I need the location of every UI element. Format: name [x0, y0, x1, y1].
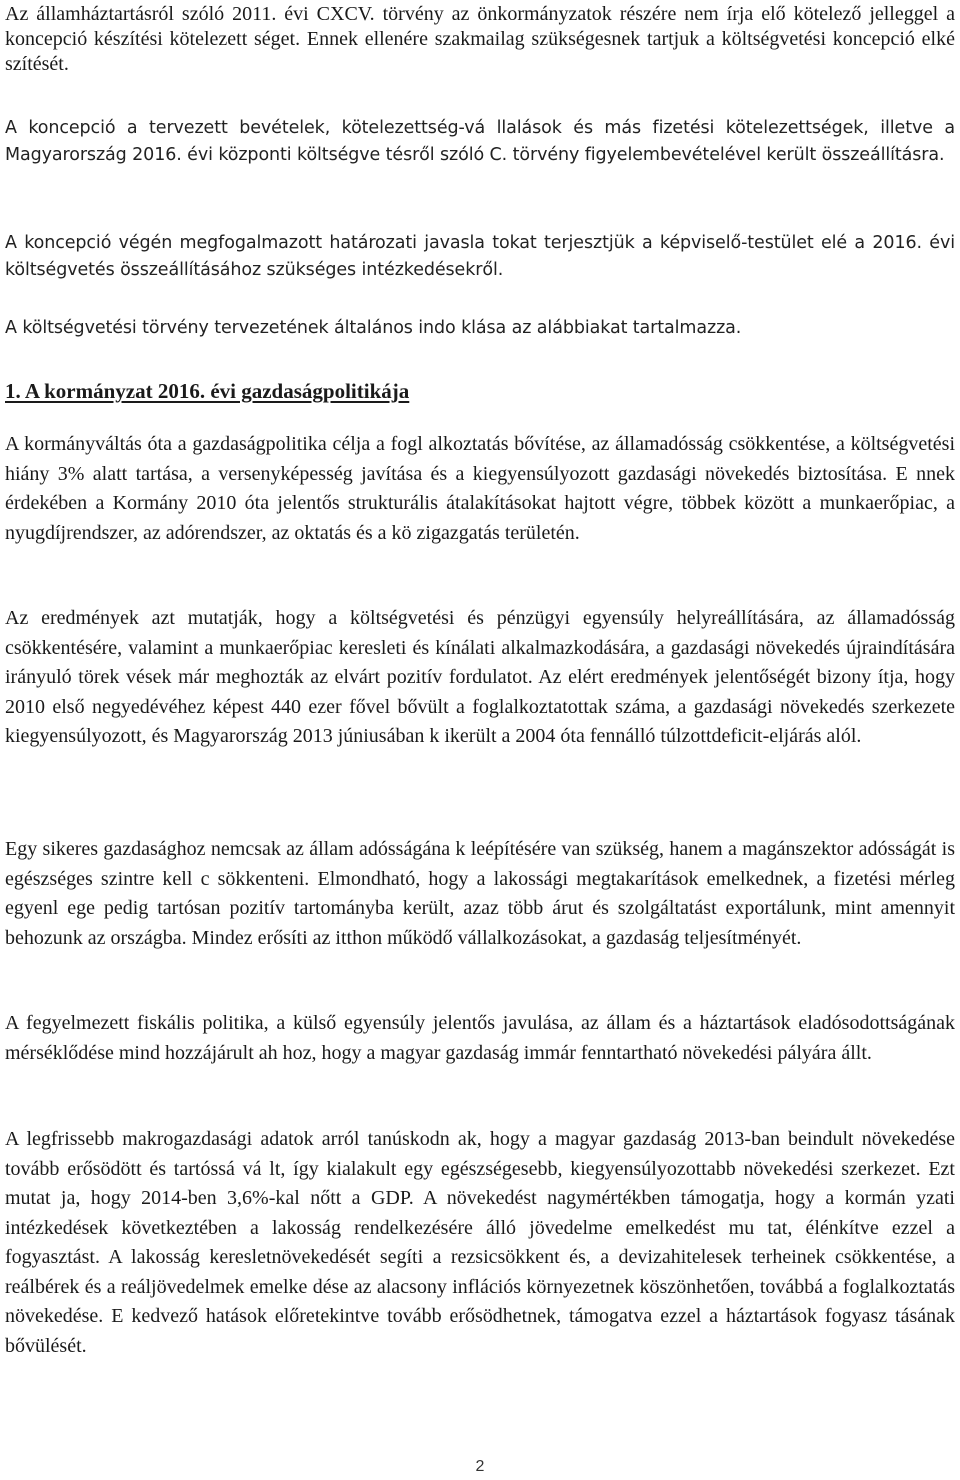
section-paragraph-3: Egy sikeres gazdasághoz nemcsak az állam adósságána k leépítésére van szükség, hanem a magánszektor adósságát is egészséges szintre kell c sökkenteni. Elmondható, hogy a lakossági megtakarítások emelkednek, a fizetési mérleg egyenl ege pedig tartósan pozitív tartományba került, azaz több árut és szolgáltatást exportálunk, mint amennyit behozunk az országba. Mindez erősíti az itthon működő vállalkozásokat, a gazdaság teljesítményét. — [5, 838, 955, 949]
intro-paragraph-1: Az államháztartásról szóló 2011. évi CXCV. törvény az önkormányzatok részére nem írja elő kötelező jelleggel a koncepció készítési kötelezett séget. Ennek ellenére szakmailag szükségesnek tartjuk a költségvetési koncepció elké szítését. — [5, 3, 955, 75]
section-paragraph-5: A legfrissebb makrogazdasági adatok arról tanúskodn ak, hogy a magyar gazdaság 2013-ban beindult növekedése tovább erősödött és tartóssá vá lt, így kialakult egy egészségesebb, kiegyensúlyozottabb növekedési szerkezet. Ezt mutat ja, hogy 2014-ben 3,6%-kal nőtt a GDP. A növekedést nagymértékben támogatja, hogy a kormán yzati intézkedések következtében a lakosság rendelkezésére álló jövedelme emelkedést mu tat, élénkítve ezzel a fogyasztást. A lakosság keresletnövekedését segíti a rezsicsökkent és, a devizahitelesek terheinek csökkentése, a reálbérek és a reáljövedelmek emelke dése az alacsony inflációs környezetnek köszönhetően, továbbá a foglalkoztatás növekedése. E kedvező hatások előretekintve tovább erősödhetnek, támogatva ezzel a háztartások fogyasz tásának bővülését. — [5, 1128, 955, 1357]
section-heading — [5, 378, 955, 404]
intro-paragraph-2: A koncepció a tervezett bevételek, kötelezettség-vá llalások és más fizetési kötelezettségek, illetve a Magyarország 2016. évi központi költségve tésről szóló C. törvény figyelembevételével került összeállításra. — [5, 118, 955, 165]
intro-paragraph-4: A költségvetési törvény tervezetének általános indo klása az alábbiakat tartalmazza. — [5, 318, 742, 338]
document-page — [5, 0, 955, 1480]
section-paragraph-1: A kormányváltás óta a gazdaságpolitika célja a fogl alkoztatás bővítése, az államadósság csökkentése, a költségvetési hiány 3% alatt tartása, a versenyképesség javítása és a kiegyensúlyozott gazdasági növekedés biztosítása. E nnek érdekében a Kormány 2010 óta jelentős strukturális átalakításokat hajtott végre, többek között a munkaerőpiac, a nyugdíjrendszer, az adórendszer, az oktatás és a kö zigazgatás területén. — [5, 433, 955, 544]
section-paragraph-2: Az eredmények azt mutatják, hogy a költségvetési és pénzügyi egyensúly helyreállítására, az államadósság csökkentésére, valamint a munkaerőpiac keresleti és kínálati alkalmazkodására, a gazdasági növekedés újraindítására irányuló törek vések már meghozták az elvárt pozitív fordulatot. Az elért eredmények jelentőségét bizony ítja, hogy 2010 első negyedévéhez képest 440 ezer fővel bővült a foglalkoztatottak száma, a gazdasági növekedés szerkezete kiegyensúlyozott, és Magyarország 2013 júniusában k ikerült a 2004 óta fennálló túlzottdeficit-eljárás alól. — [5, 607, 955, 747]
intro-paragraph-3: A koncepció végén megfogalmazott határozati javasla tokat terjesztjük a képviselő-testület elé a 2016. évi költségvetés összeállításához szükséges intézkedésekről. — [5, 233, 955, 280]
page-number: 2 — [475, 1458, 485, 1475]
section-paragraph-4: A fegyelmezett fiskális politika, a külső egyensúly jelentős javulása, az állam és a háztartások eladósodottságának mérséklődése mind hozzájárult ah hoz, hogy a magyar gazdaság immár fenntartható növekedési pályára állt. — [5, 1012, 955, 1064]
section-heading-text: 1. A kormányzat 2016. évi gazdaságpolitikája — [5, 379, 410, 403]
